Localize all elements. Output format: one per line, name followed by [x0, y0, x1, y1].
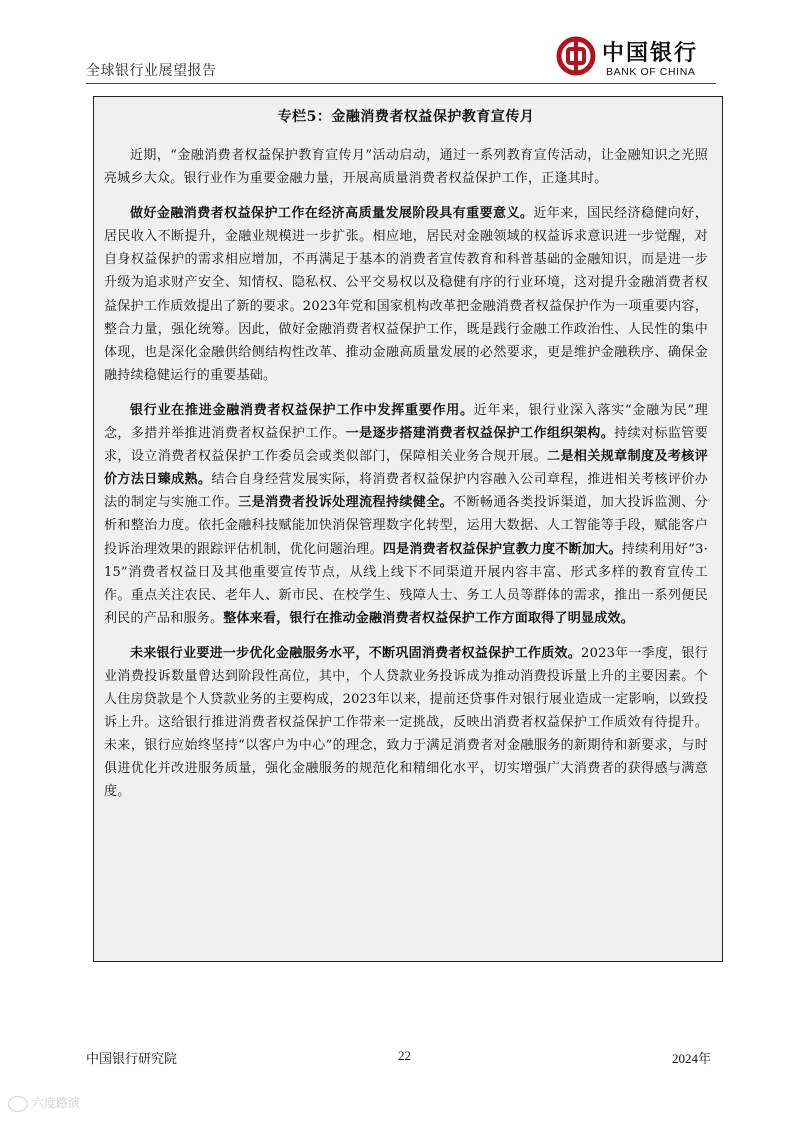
footer-institute: 中国银行研究院 [86, 1052, 178, 1067]
column-paragraph [104, 202, 708, 387]
column-title: 专栏5：金融消费者权益保护教育宣传月 [277, 109, 535, 125]
report-title: 全球银行业展望报告 [86, 63, 217, 79]
body-text: 近期，“金融消费者权益保护教育宣传月”活动启动，通过一系列教育宣传活动，让金融知识之光照亮城乡大众。银行业作为重要金融力量，开展高质量消费者权益保护工作，正逢其时。 [104, 148, 708, 187]
column-paragraph [104, 642, 708, 804]
column-paragraph [104, 144, 708, 190]
bold-lead-sentence: 二是相关规章制度及考核评价方法日臻成熟。 [104, 449, 708, 488]
logo-english-text: BANK OF CHINA [606, 66, 696, 78]
watermark-text: 六度路演 [32, 1096, 81, 1110]
column-box [93, 96, 723, 962]
body-text: 2023年一季度，银行业消费投诉数量曾达到阶段性高位，其中，个人贷款业务投诉成为推动消费投诉量上升的主要因素。个人住房贷款是个人贷款业务的主要构成，2023年以来，提前还贷事件对银行展业造成一定影响，以致投诉上升。这给银行推进消费者权益保护工作带来一定挑战，反映出消费者权益保护工作质效有待提升。未来，银行应始终坚持“以客户为中心”的理念，致力于满足消费者对金融服务的新期待和新要求，与时俱进优化并改进服务质量，强化金融服务的规范化和精细化水平，切实增强广大消费者的获得感与满意度。 [104, 645, 708, 800]
bold-lead-sentence: 银行业在推进金融消费者权益保护工作中发挥重要作用。 [130, 402, 474, 418]
bold-lead-sentence: 四是消费者权益保护宣教力度不断加大。 [382, 541, 622, 557]
body-text: 近年来，银行业深入落实“金融为民”理念，多措并举推进消费者权益保护工作。 [104, 402, 708, 442]
bold-lead-sentence: 未来银行业要进一步优化金融服务水平，不断巩固消费者权益保护工作质效。 [130, 645, 582, 661]
watermark-logo-icon [8, 1096, 28, 1112]
body-text: 持续对标监管要求，设立消费者权益保护工作委员会或类似部门，保障相关业务合规开展。 [104, 426, 708, 465]
column-paragraph [104, 399, 708, 630]
page-number: 22 [398, 1048, 411, 1063]
body-text: 持续利用好“3·15”消费者权益日及其他重要宣传节点，从线上线下不同渠道开展内容丰富、形式多样的教育宣传工作。重点关注农民、老年人、新市民、在校学生、残障人士、务工人员等群体的需求，推出一系列便民利民的产品和服务。 [104, 541, 708, 626]
bold-lead-sentence: 三是消费者投诉处理流程持续健全。 [238, 495, 454, 511]
column-body [104, 144, 708, 804]
body-text: 结合自身经营发展实际，将消费者权益保护内容融入公司章程，推进相关考核评价办法的制定与实施工作。 [104, 472, 708, 511]
footer-year: 2024年 [672, 1051, 712, 1066]
watermark [8, 1094, 80, 1112]
bank-of-china-emblem-icon [556, 36, 596, 76]
body-text: 近年来，国民经济稳健向好，居民收入不断提升，金融业规模进一步扩张。相应地，居民对金融领域的权益诉求意识进一步觉醒，对自身权益保护的需求相应增加，不再满足于基本的消费者宣传教育和科普基础的金融知识，而是进一步升级为追求财产安全、知情权、隐私权、公平交易权以及稳健有序的行业环境，这对提升金融消费者权益保护工作质效提出了新的要求。2023年党和国家机构改革把金融消费者权益保护作为一项重要内容，整合力量，强化统筹。因此，做好金融消费者权益保护工作，既是践行金融工作政治性、人民性的集中体现，也是深化金融供给侧结构性改革、推动金融高质量发展的必然要求，更是维护金融秩序、确保金融持续稳健运行的重要基础。 [104, 206, 708, 383]
header-divider [86, 83, 716, 84]
logo-chinese-text: 中国银行 [602, 40, 699, 66]
bold-lead-sentence: 整体来看，银行在推动金融消费者权益保护工作方面取得了明显成效。 [223, 610, 635, 626]
body-text: 不断畅通各类投诉渠道，加大投诉监测、分析和整治力度。依托金融科技赋能加快消保管理数字化转型，运用大数据、人工智能等手段，赋能客户投诉治理效果的跟踪评估机制，优化问题治理。 [104, 495, 708, 557]
bold-lead-sentence: 一是逐步搭建消费者权益保护工作组织架构。 [345, 426, 615, 442]
bold-lead-sentence: 做好金融消费者权益保护工作在经济高质量发展阶段具有重要意义。 [130, 206, 534, 222]
bank-logo [556, 36, 716, 82]
